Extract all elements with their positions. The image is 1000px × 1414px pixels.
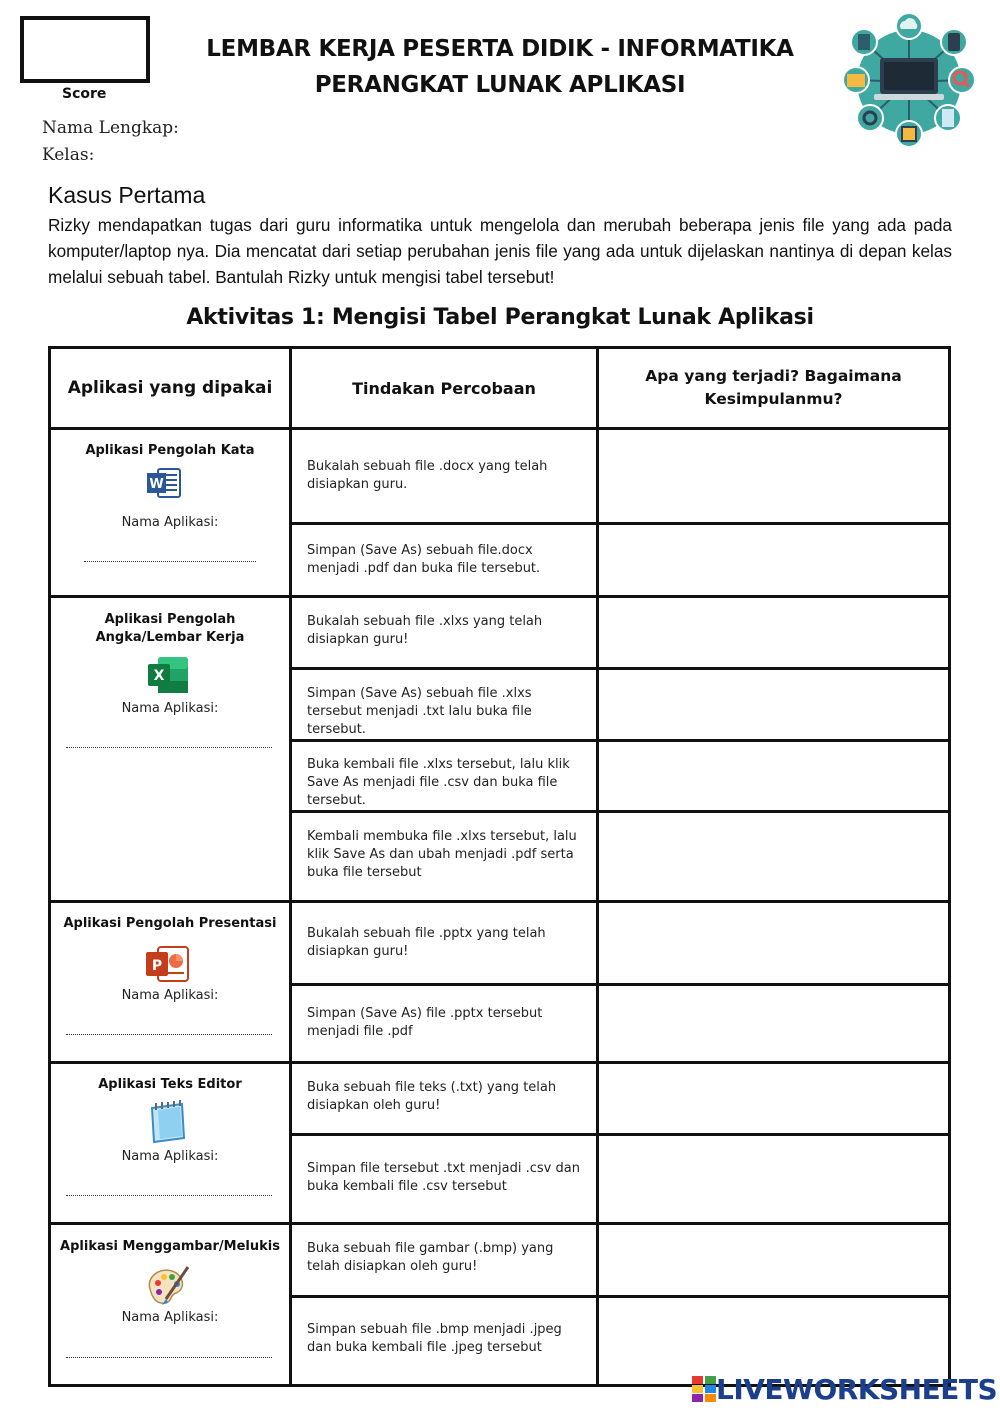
app-name-answer-line[interactable] xyxy=(66,1195,272,1196)
excel-icon xyxy=(148,656,190,694)
page-subtitle: PERANGKAT LUNAK APLIKASI xyxy=(314,72,686,98)
app-name-answer-line[interactable] xyxy=(66,1034,272,1035)
action-item: Simpan (Save As) sebuah file .xlxs tersebut menjadi .txt lalu buka file tersebut. xyxy=(307,686,532,737)
case-title: Kasus Pertama xyxy=(48,182,206,208)
answer-cell[interactable] xyxy=(600,904,947,983)
notepad-icon xyxy=(144,1100,190,1144)
case-description: Rizky mendapatkan tugas dari guru informatika untuk mengelola dan merubah beberapa jenis file yang ada pada komputer/laptop nya. Dia mencatat dari setiap perubahan jenis file yang ada untuk dijelaskan nantinya di depan kelas melalui sebuah tabel. Bantulah Rizky untuk mengisi tabel tersebut! xyxy=(48,215,952,287)
action-item: Bukalah sebuah file .docx yang telah disiapkan guru. xyxy=(307,459,548,492)
answer-cell[interactable] xyxy=(600,814,947,900)
svg-text:X: X xyxy=(153,668,165,684)
answer-cell[interactable] xyxy=(600,743,947,810)
action-item: Buka kembali file .xlxs tersebut, lalu klik Save As menjadi file .csv dan buka file tersebut. xyxy=(307,757,570,808)
header-conclusion: Apa yang terjadi? Bagaimana Kesimpulanmu? xyxy=(645,367,902,408)
liveworksheets-wordmark: LIVEWORKSHEETS xyxy=(716,1372,998,1406)
liveworksheets-logo-icon xyxy=(692,1376,716,1402)
action-item: Simpan (Save As) file .pptx tersebut menjadi file .pdf xyxy=(307,1006,543,1039)
app-name-presentation: Aplikasi Pengolah Presentasi xyxy=(63,916,277,931)
app-name-drawing: Aplikasi Menggambar/Melukis xyxy=(60,1239,280,1254)
action-item: Simpan (Save As) sebuah file.docx menjadi .pdf dan buka file tersebut. xyxy=(307,543,541,576)
answer-cell[interactable] xyxy=(600,1065,947,1133)
app-name-prompt: Nama Aplikasi: xyxy=(121,701,219,716)
header-action: Tindakan Percobaan xyxy=(352,378,536,398)
score-box[interactable] xyxy=(20,16,150,83)
answer-cell[interactable] xyxy=(600,431,947,522)
app-name-prompt: Nama Aplikasi: xyxy=(121,1149,219,1164)
app-name-prompt: Nama Aplikasi: xyxy=(121,515,219,530)
answer-cell[interactable] xyxy=(600,1299,947,1384)
computer-network-illustration xyxy=(836,12,982,152)
svg-text:P: P xyxy=(151,958,163,974)
page-title: LEMBAR KERJA PESERTA DIDIK - INFORMATIKA xyxy=(206,36,794,62)
answer-cell[interactable] xyxy=(600,599,947,667)
app-name-spreadsheet: Aplikasi Pengolah Angka/Lembar Kerja xyxy=(95,612,245,645)
powerpoint-icon xyxy=(146,945,190,983)
action-item: Simpan sebuah file .bmp menjadi .jpeg dan buka kembali file .jpeg tersebut xyxy=(307,1322,562,1355)
word-icon xyxy=(146,466,182,500)
liveworksheets-logo xyxy=(692,1374,997,1404)
action-item: Buka sebuah file teks (.txt) yang telah disiapkan oleh guru! xyxy=(307,1080,557,1113)
app-name-prompt: Nama Aplikasi: xyxy=(121,1310,219,1325)
svg-text:W: W xyxy=(149,477,164,492)
answer-cell[interactable] xyxy=(600,987,947,1061)
paint-palette-icon xyxy=(144,1263,192,1309)
action-item: Kembali membuka file .xlxs tersebut, lalu klik Save As dan ubah menjadi .pdf serta buka file tersebut xyxy=(307,829,577,880)
name-field-label: Nama Lengkap: xyxy=(42,118,179,138)
answer-cell[interactable] xyxy=(600,1137,947,1222)
app-name-answer-line[interactable] xyxy=(66,747,272,748)
action-item: Bukalah sebuah file .xlxs yang telah disiapkan guru! xyxy=(307,614,543,647)
app-name-prompt: Nama Aplikasi: xyxy=(121,988,219,1003)
class-field-label: Kelas: xyxy=(42,145,95,165)
score-label: Score xyxy=(62,86,107,102)
answer-cell[interactable] xyxy=(600,1226,947,1295)
activity-title: Aktivitas 1: Mengisi Tabel Perangkat Lunak Aplikasi xyxy=(186,305,814,330)
app-name-answer-line[interactable] xyxy=(66,1357,272,1358)
action-item: Buka sebuah file gambar (.bmp) yang telah disiapkan oleh guru! xyxy=(307,1241,554,1274)
answer-cell[interactable] xyxy=(600,526,947,595)
app-name-word-processor: Aplikasi Pengolah Kata xyxy=(85,443,255,458)
app-name-text-editor: Aplikasi Teks Editor xyxy=(98,1077,242,1092)
action-item: Bukalah sebuah file .pptx yang telah disiapkan guru! xyxy=(307,926,546,959)
action-item: Simpan file tersebut .txt menjadi .csv dan buka kembali file .csv tersebut xyxy=(307,1161,580,1194)
header-application: Aplikasi yang dipakai xyxy=(67,378,273,398)
app-name-answer-line[interactable] xyxy=(84,561,256,562)
answer-cell[interactable] xyxy=(600,671,947,739)
